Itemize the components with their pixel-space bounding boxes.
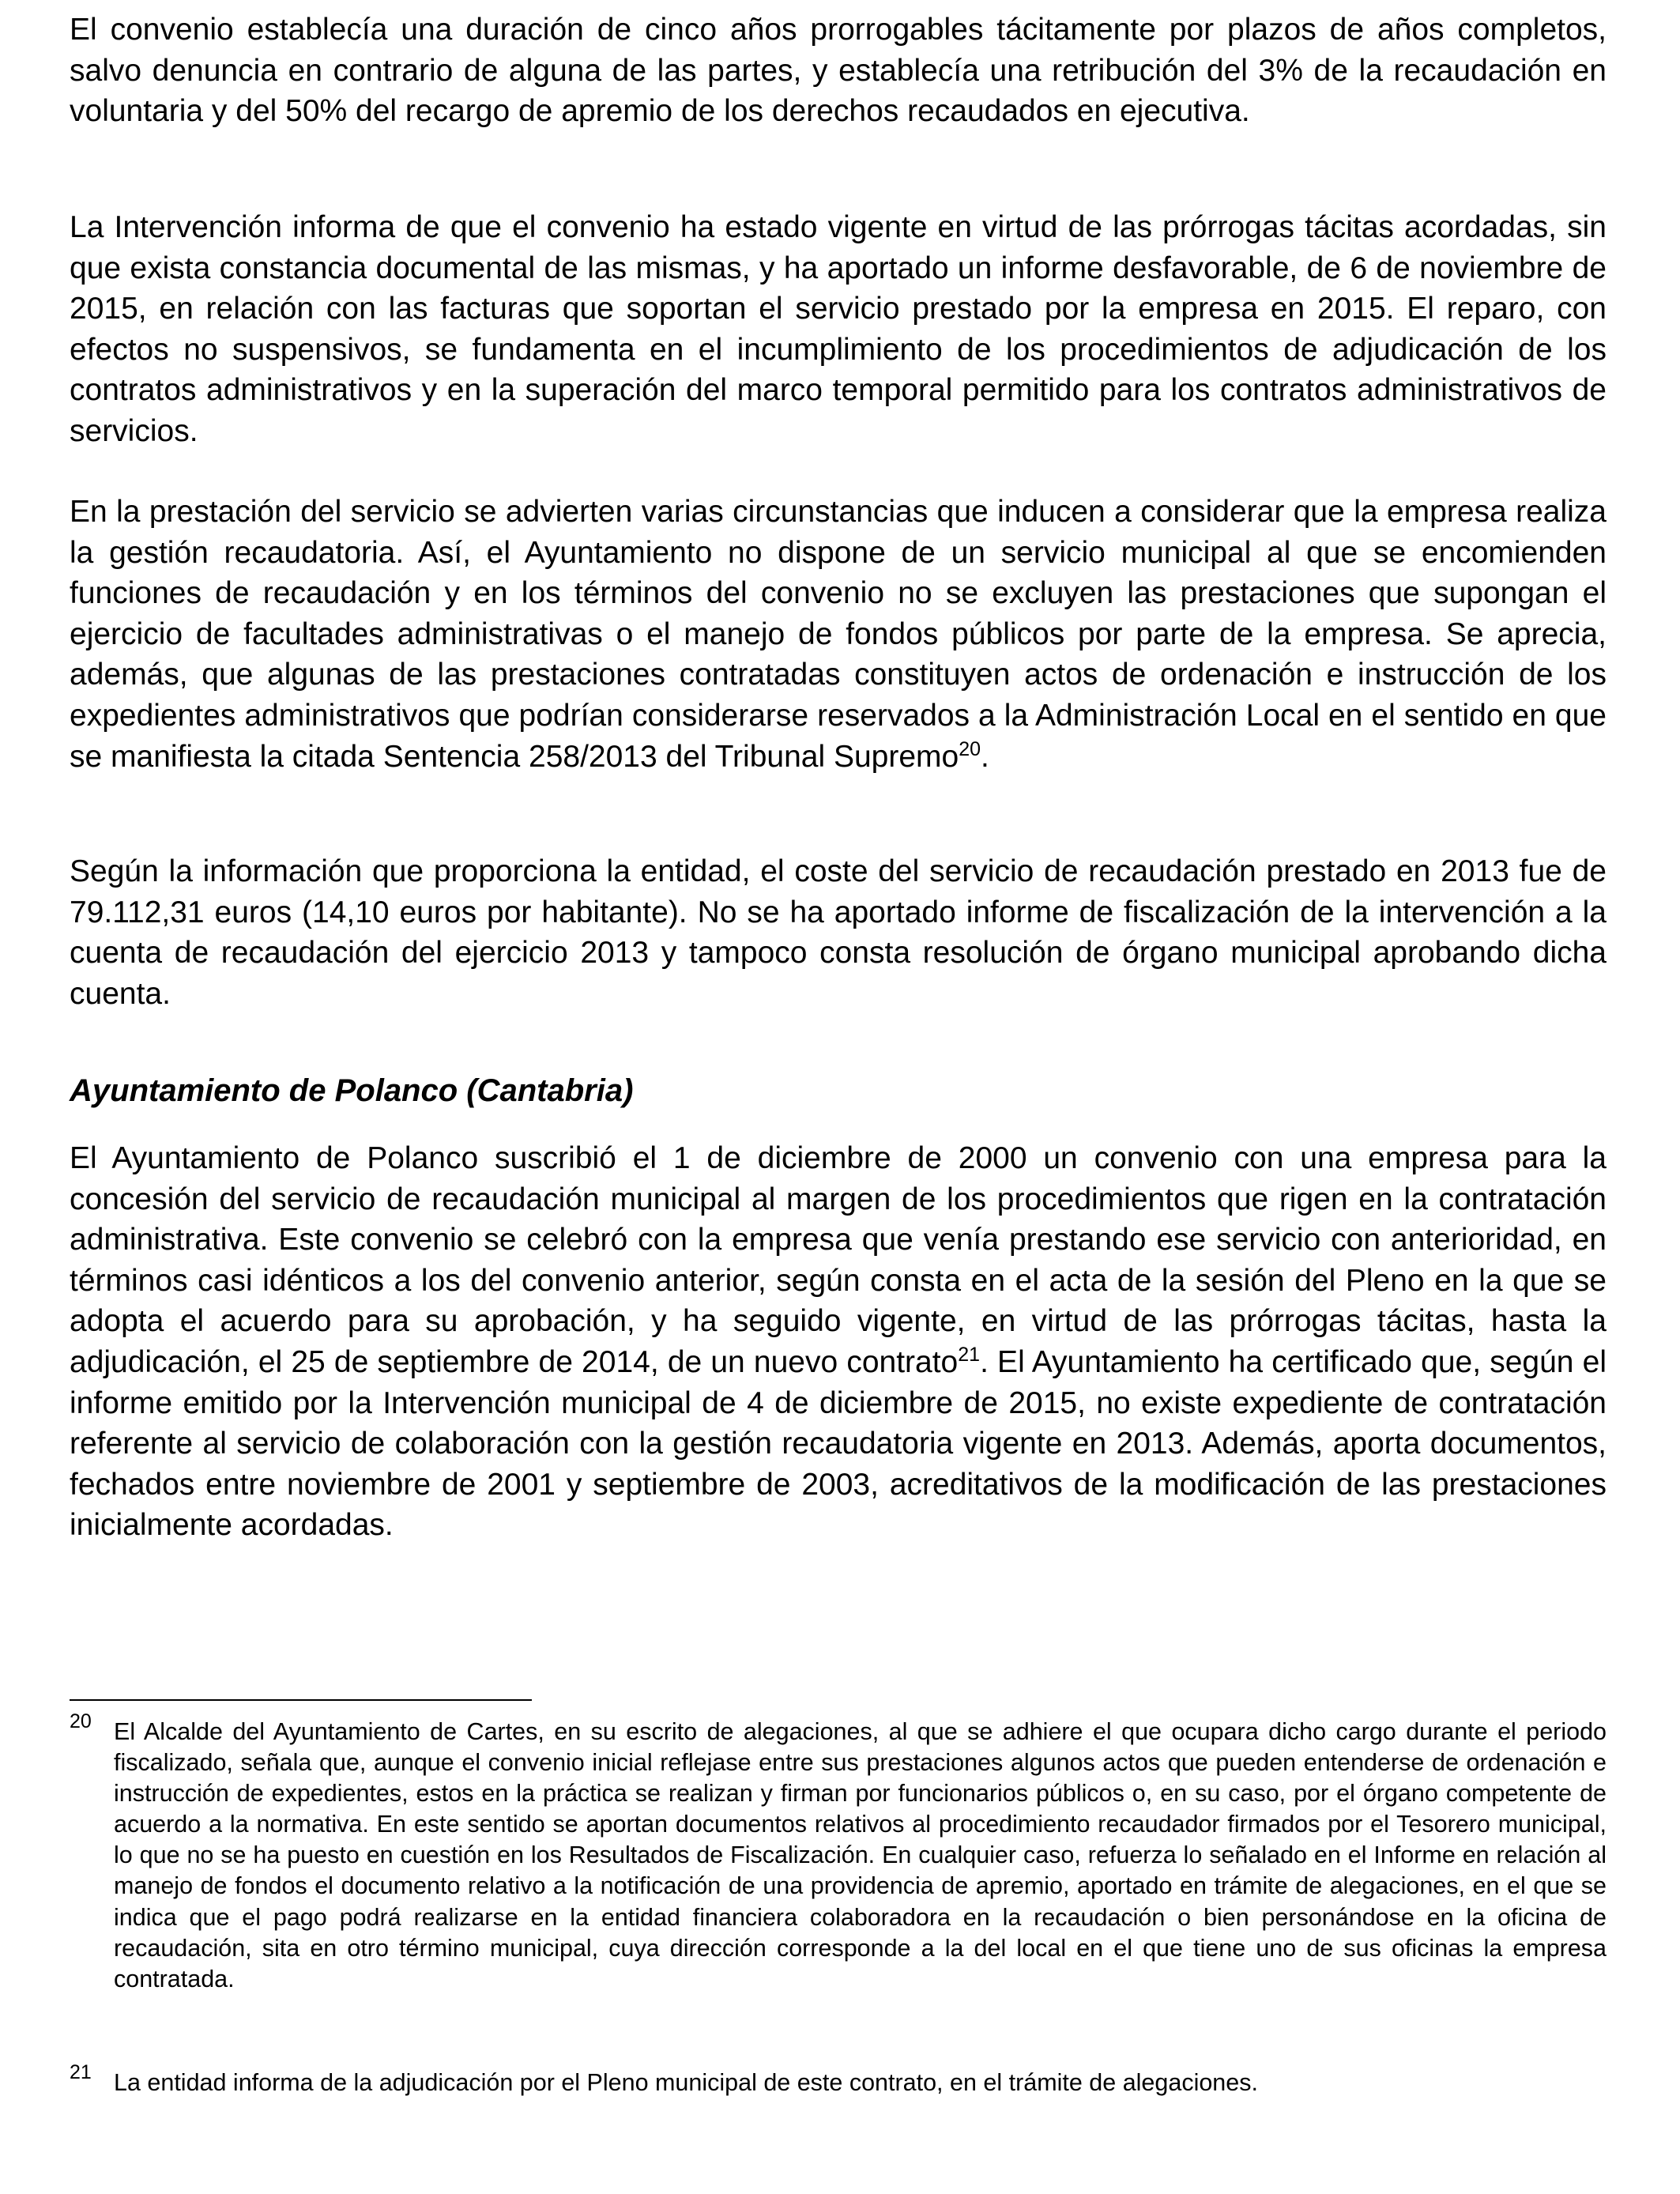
paragraph-text: El Ayuntamiento de Polanco suscribió el 1 de diciembre de 2000 un convenio con una empresa para la concesión del servicio de recaudación municipal al margen de los procedimientos que rigen en la contratación administrativa. Este convenio se celebró con la empresa que venía prestando ese servicio con anterioridad, en términos casi idénticos a los del convenio anterior, según consta en el acta de la sesión del Pleno en la que se adopta el acuerdo para su aprobación, y ha seguido vigente, en virtud de las prórrogas tácitas, hasta la adjudicación, el 25 de septiembre de 2014, de un nuevo contrato xyxy=(70,1141,1607,1379)
body-paragraph xyxy=(70,1138,1607,1546)
footnote-number: 20 xyxy=(70,1710,92,1732)
body-paragraph xyxy=(70,207,1607,452)
section-heading: Ayuntamiento de Polanco (Cantabria) xyxy=(70,1073,634,1108)
footnote-reference-20[interactable]: 20 xyxy=(959,737,981,760)
paragraph-text: En la prestación del servicio se advierten varias circunstancias que inducen a considerar que la empresa realiza la gestión recaudatoria. Así, el Ayuntamiento no dispone de un servicio municipal al que se encomienden funciones de recaudación y en los términos del convenio no se excluyen las prestaciones que supongan el ejercicio de facultades administrativas o el manejo de fondos públicos por parte de la empresa. Se aprecia, además, que algunas de las prestaciones contratadas constituyen actos de ordenación e instrucción de los expedientes administrativos que podrían considerarse reservados a la Administración Local en el sentido en que se manifiesta la citada Sentencia 258/2013 del Tribunal Supremo xyxy=(70,495,1607,774)
footnote-text: El Alcalde del Ayuntamiento de Cartes, en su escrito de alegaciones, al que se adhiere el que ocupara dicho cargo durante el periodo fiscalizado, señala que, aunque el convenio inicial reflejase entre sus prestaciones algunos actos que pueden entenderse de ordenación e instrucción de expedientes, estos en la práctica se realizan y firman por funcionarios públicos o, en su caso, por el órgano competente de acuerdo a la normativa. En este sentido se aportan documentos relativos al procedimiento recaudador firmados por el Tesorero municipal, lo que no se ha puesto en cuestión en los Resultados de Fiscalización. En cualquier caso, refuerza lo señalado en el Informe en relación al manejo de fondos el documento relativo a la notificación de una providencia de apremio, aportado en trámite de alegaciones, en el que se indica que el pago podrá realizarse en la entidad financiera colaboradora en la recaudación o bien personándose en la oficina de recaudación, sita en otro término municipal, cuya dirección corresponde a la del local en el que tiene uno de sus oficinas la empresa contratada. xyxy=(114,1718,1607,1992)
footnote-21 xyxy=(70,2061,1607,2098)
footnote-text: La entidad informa de la adjudicación por el Pleno municipal de este contrato, en el trámite de alegaciones. xyxy=(114,2069,1258,2096)
footnote-20 xyxy=(70,1710,1607,1995)
footnote-number: 21 xyxy=(70,2061,92,2083)
paragraph-text-continued: . El Ayuntamiento ha certificado que, según el informe emitido por la Intervención municipal de 4 de diciembre de 2015, no existe expediente de contratación referente al servicio de colaboración con la gestión recaudatoria vigente en 2013. Además, aporta documentos, fechados entre noviembre de 2001 y septiembre de 2003, acreditativos de la modificación de las prestaciones inicialmente acordadas. xyxy=(70,1344,1607,1543)
body-paragraph xyxy=(70,851,1607,1014)
paragraph-text: El convenio establecía una duración de cinco años prorrogables tácitamente por plazos de años completos, salvo denuncia en contrario de alguna de las partes, y establecía una retribución del 3% de la recaudación en voluntaria y del 50% del recargo de apremio de los derechos recaudados en ejecutiva. xyxy=(70,13,1607,129)
paragraph-end-punctuation: . xyxy=(981,739,989,774)
footnote-reference-21[interactable]: 21 xyxy=(958,1343,981,1366)
paragraph-text: La Intervención informa de que el convenio ha estado vigente en virtud de las prórrogas tácitas acordadas, sin que exista constancia documental de las mismas, y ha aportado un informe desfavorable, de 6 de noviembre de 2015, en relación con las facturas que soportan el servicio prestado por la empresa en 2015. El reparo, con efectos no suspensivos, se fundamenta en el incumplimiento de los procedimientos de adjudicación de los contratos administrativos y en la superación del marco temporal permitido para los contratos administrativos de servicios. xyxy=(70,210,1607,448)
body-paragraph xyxy=(70,492,1607,777)
paragraph-text: Según la información que proporciona la entidad, el coste del servicio de recaudación prestado en 2013 fue de 79.112,31 euros (14,10 euros por habitante). No se ha aportado informe de fiscalización de la intervención a la cuenta de recaudación del ejercicio 2013 y tampoco consta resolución de órgano municipal aprobando dicha cuenta. xyxy=(70,854,1607,1011)
footnote-separator xyxy=(70,1699,532,1701)
body-paragraph xyxy=(70,9,1607,132)
